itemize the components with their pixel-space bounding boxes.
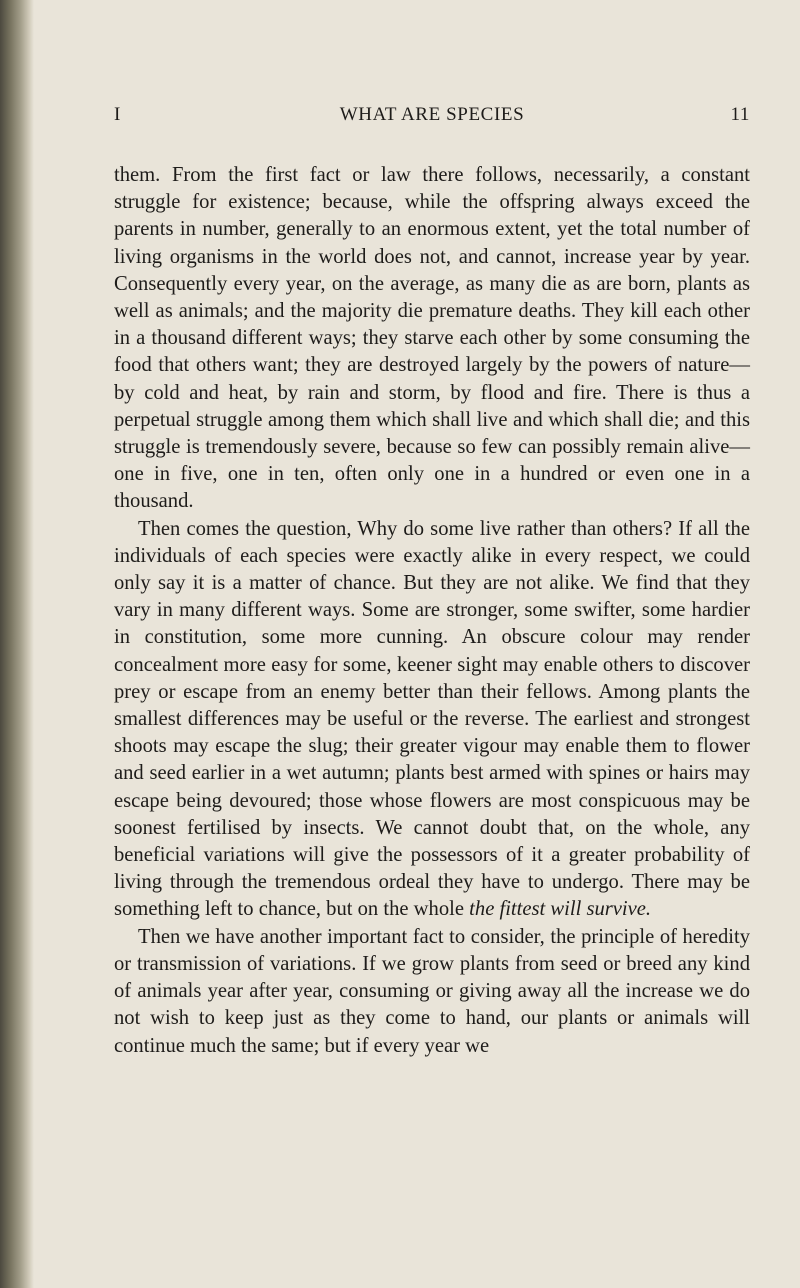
chapter-number: I	[114, 104, 121, 125]
page-number: 11	[730, 104, 750, 125]
running-header	[114, 104, 750, 134]
paragraph-3	[114, 924, 750, 1060]
paragraph-text: Then comes the question, Why do some live rather than others? If all the individuals of each species were exactly alike in every respect, we could only say it is a matter of chance. But they are not alike. We find that they vary in many different ways. Some are stronger, some swifter, some hardier in constitution, some more cunning. An obscure colour may render concealment more easy for some, keener sight may enable others to discover prey or escape from an enemy better than their fellows. Among plants the smallest differences may be useful or the reverse. The earliest and strongest shoots may escape the slug; their greater vigour may enable them to flower and seed earlier in a wet autumn; plants best armed with spines or hairs may escape being devoured; those whose flowers are most conspicuous may be soonest fertilised by insects. We cannot doubt that, on the whole, any beneficial variations will give the possessors of it a greater probability of living through the tremendous ordeal they have to undergo. There may be something left to chance, but on the whole	[114, 517, 750, 921]
book-binding-shadow	[0, 0, 34, 1288]
paragraph-2	[114, 516, 750, 924]
paragraph-text: them. From the first fact or law there follows, necessarily, a constant struggle for existence; because, while the offspring always exceed the parents in number, generally to an enormous extent, yet the total number of living organisms in the world does not, and cannot, increase year by year. Consequently every year, on the average, as many die as are born, plants as well as animals; and the majority die premature deaths. They kill each other in a thousand different ways; they starve each other by some consuming the food that others want; they are destroyed largely by the powers of nature—by cold and heat, by rain and storm, by flood and fire. There is thus a perpetual struggle among them which shall live and which shall die; and this struggle is tremendously severe, because so few can possibly remain alive—one in five, one in ten, often only one in a hundred or even one in a thousand.	[114, 164, 750, 513]
paragraph-text: Then we have another important fact to consider, the principle of heredity or transmission of variations. If we grow plants from seed or breed any kind of animals year after year, consuming or giving away all the increase we do not wish to keep just as they come to hand, our plants or animals will continue much the same; but if every year we	[114, 925, 750, 1057]
running-title: WHAT ARE SPECIES	[339, 104, 525, 125]
italic-phrase: the fittest will survive.	[469, 898, 652, 921]
paragraph-1	[114, 162, 750, 516]
book-page	[34, 0, 800, 1288]
body-text	[114, 162, 750, 1060]
